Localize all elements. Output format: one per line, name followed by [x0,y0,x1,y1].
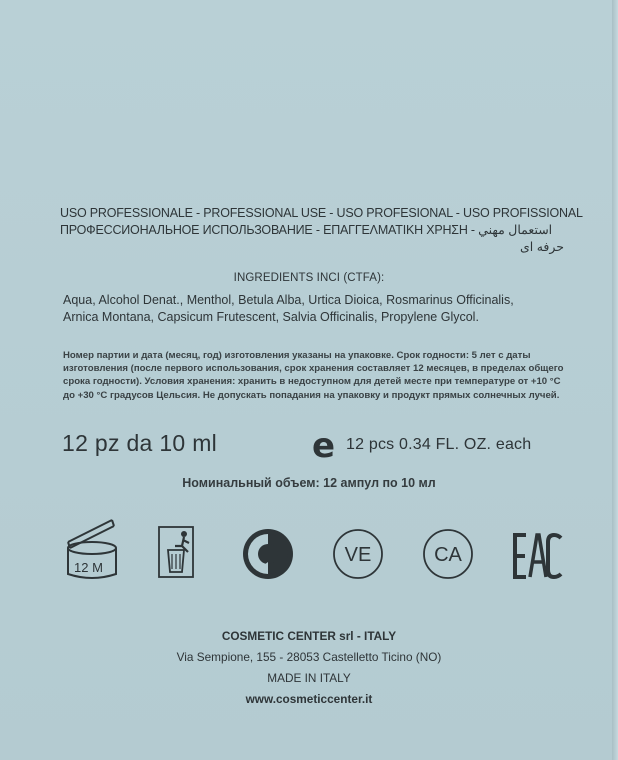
company-block [0,626,618,710]
usage-line-2-ar: استعمال مهني [478,223,553,237]
usage-line-2-ru-gr: ПРОФЕССИОНАЛЬНОЕ ИСПОЛЬЗОВАНИЕ - ΕΠΑΓΓΕΛΜΑΤΙΚΗ ΧΡΗΣΗ - [60,223,475,237]
volume-metric: 12 pz da 10 ml [62,430,218,456]
bin-disposal-icon [158,526,194,578]
ca-label: CA [434,544,462,566]
company-website[interactable]: www.cosmeticcenter.it [245,692,373,706]
russian-info-line-2: изготовления (после первого использования, срок хранения составляет 12 месяцев, в пределах общего [63,363,564,375]
symbol-row [58,512,578,592]
ve-label: VE [344,544,372,566]
company-address: Via Sempione, 155 - 28053 Castelletto Ticino (NO) [176,650,442,664]
ve-circle-icon [332,528,384,580]
ingredients-line-1: Aqua, Alcohol Denat., Menthol, Betula Alba, Urtica Dioica, Rosmarinus Officinalis, [63,293,514,307]
volume-line [60,428,580,464]
ingredients-line-2: Arnica Montana, Capsicum Frutescent, Salvia Officinalis, Propylene Glycol. [63,310,479,324]
ingredients-title: INGREDIENTS INCI (CTFA): [233,272,385,284]
ingredients-list [63,292,573,326]
russian-info-line-1: Номер партии и дата (месяц, год) изготовления указаны на упаковке. Срок годности: 5 лет с даты [63,350,531,361]
green-dot-recycle-icon [242,528,294,580]
pao-label: 12 M [74,560,103,575]
volume-imperial: 12 pcs 0.34 FL. OZ. each [346,436,532,453]
nominal-volume: Номинальный объем: 12 ампул по 10 мл [182,476,436,490]
eac-mark-icon [512,532,564,580]
russian-info-line-4: до +30 °С градусов Цельсия. Не допускать попадания на упаковку и продукт прямых солнечных лучей. [63,389,560,401]
usage-line-2 [60,222,570,239]
usage-statement [60,205,583,256]
russian-info [63,349,583,402]
company-origin: MADE IN ITALY [267,671,351,685]
russian-info-line-3: срока годности). Условия хранения: хранить в недоступном для детей месте при температуре от +10 °С [63,376,561,388]
usage-line-3: حرفه ای [519,240,564,254]
usage-line-1: USO PROFESSIONALE - PROFESSIONAL USE - USO PROFESIONAL - USO PROFISSIONAL [60,206,583,220]
ca-circle-icon [422,528,474,580]
estimated-sign-icon: e [312,426,336,466]
open-jar-12m-icon [62,512,122,582]
company-name: COSMETIC CENTER srl - ITALY [221,629,397,643]
